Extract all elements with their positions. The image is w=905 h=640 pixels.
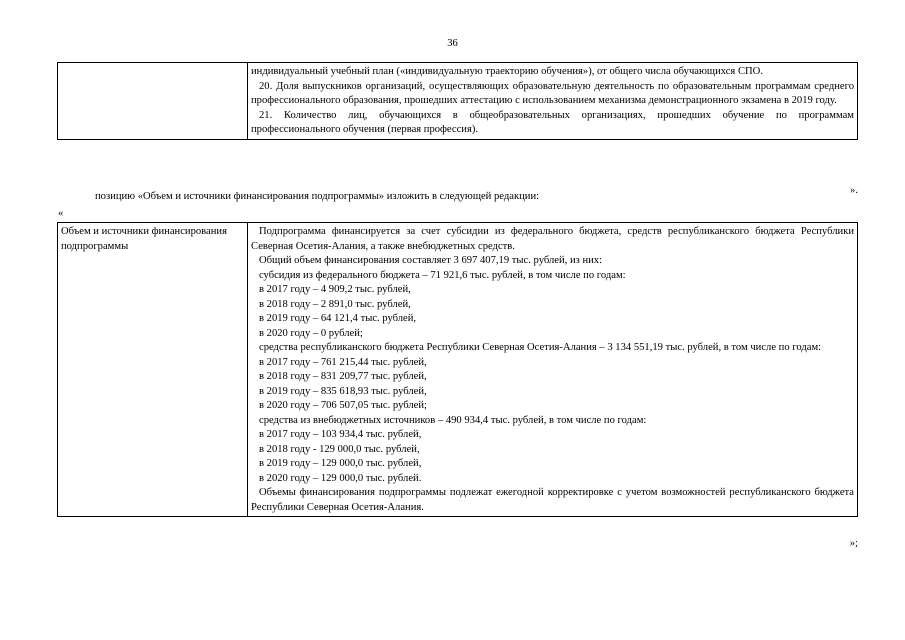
financing-label-cell: Объем и источники финансирования подпрограммы	[58, 223, 248, 517]
extrabudgetary-year-line: в 2019 году – 129 000,0 тыс. рублей,	[259, 458, 422, 469]
financing-closing: Объемы финансирования подпрограммы подлежат ежегодной корректировке с учетом возможностей республиканского бюджета Республики Северная Осетия-Алания.	[251, 487, 854, 513]
closing-quote: »;	[849, 538, 858, 549]
extrabudgetary-year-line: в 2018 году - 129 000,0 тыс. рублей,	[259, 443, 420, 455]
closing-quote: ».	[850, 185, 858, 196]
indicator-paragraph: индивидуальный учебный план («индивидуальную траекторию обучения»), от общего числа обучающихся СПО.	[251, 66, 763, 77]
indicator-paragraph: 21. Количество лиц, обучающихся в общеобразовательных организациях, прошедших обучение по программам профессионального обучения (первая профессия).	[251, 109, 854, 135]
federal-year-line: в 2020 году – 0 рублей;	[259, 327, 363, 339]
federal-year-line: в 2017 году – 4 909,2 тыс. рублей,	[259, 284, 411, 295]
federal-header: субсидия из федерального бюджета – 71 921,6 тыс. рублей, в том числе по годам:	[259, 269, 626, 281]
page-number: 36	[447, 38, 458, 49]
empty-label-cell	[58, 63, 248, 140]
republic-year-line: в 2019 году – 835 618,93 тыс. рублей,	[259, 385, 427, 397]
financing-intro: Подпрограмма финансируется за счет субсидии из федерального бюджета, средств республиканского бюджета Республики Северная Осетия-Алания, а также внебюджетных средств.	[251, 226, 854, 252]
republic-header: средства республиканского бюджета Республики Северная Осетия-Алания – 3 134 551,19 тыс. рублей, в том числе по годам:	[259, 342, 822, 353]
indicators-table	[57, 62, 858, 140]
extrabudgetary-year-line: в 2017 году – 103 934,4 тыс. рублей,	[259, 429, 422, 440]
republic-year-line: в 2020 году – 706 507,05 тыс. рублей;	[259, 400, 427, 411]
republic-year-line: в 2018 году – 831 209,77 тыс. рублей,	[259, 371, 427, 382]
indicators-cell	[248, 63, 858, 140]
table-row	[58, 63, 858, 140]
extrabudgetary-header: средства из внебюджетных источников – 490 934,4 тыс. рублей, в том числе по годам:	[259, 414, 647, 426]
financing-table	[57, 222, 858, 517]
table-row	[58, 223, 858, 517]
indicator-paragraph: 20. Доля выпускников организаций, осуществляющих образовательную деятельность по образовательным программам среднего профессионального образования, прошедших аттестацию с использованием механизма демонстрационного экзамена в 2019 году.	[251, 80, 854, 106]
financing-content-cell	[248, 223, 858, 517]
financing-total: Общий объем финансирования составляет 3 697 407,19 тыс. рублей, из них:	[259, 255, 603, 266]
extrabudgetary-year-line: в 2020 году – 129 000,0 тыс. рублей.	[259, 472, 422, 484]
federal-year-line: в 2018 году – 2 891,0 тыс. рублей,	[259, 298, 411, 310]
instruction-text: позицию «Объем и источники финансирования подпрограммы» изложить в следующей редакции:	[95, 191, 540, 202]
federal-year-line: в 2019 году – 64 121,4 тыс. рублей,	[259, 313, 417, 324]
republic-year-line: в 2017 году – 761 215,44 тыс. рублей,	[259, 356, 427, 368]
opening-quote: «	[58, 208, 64, 219]
